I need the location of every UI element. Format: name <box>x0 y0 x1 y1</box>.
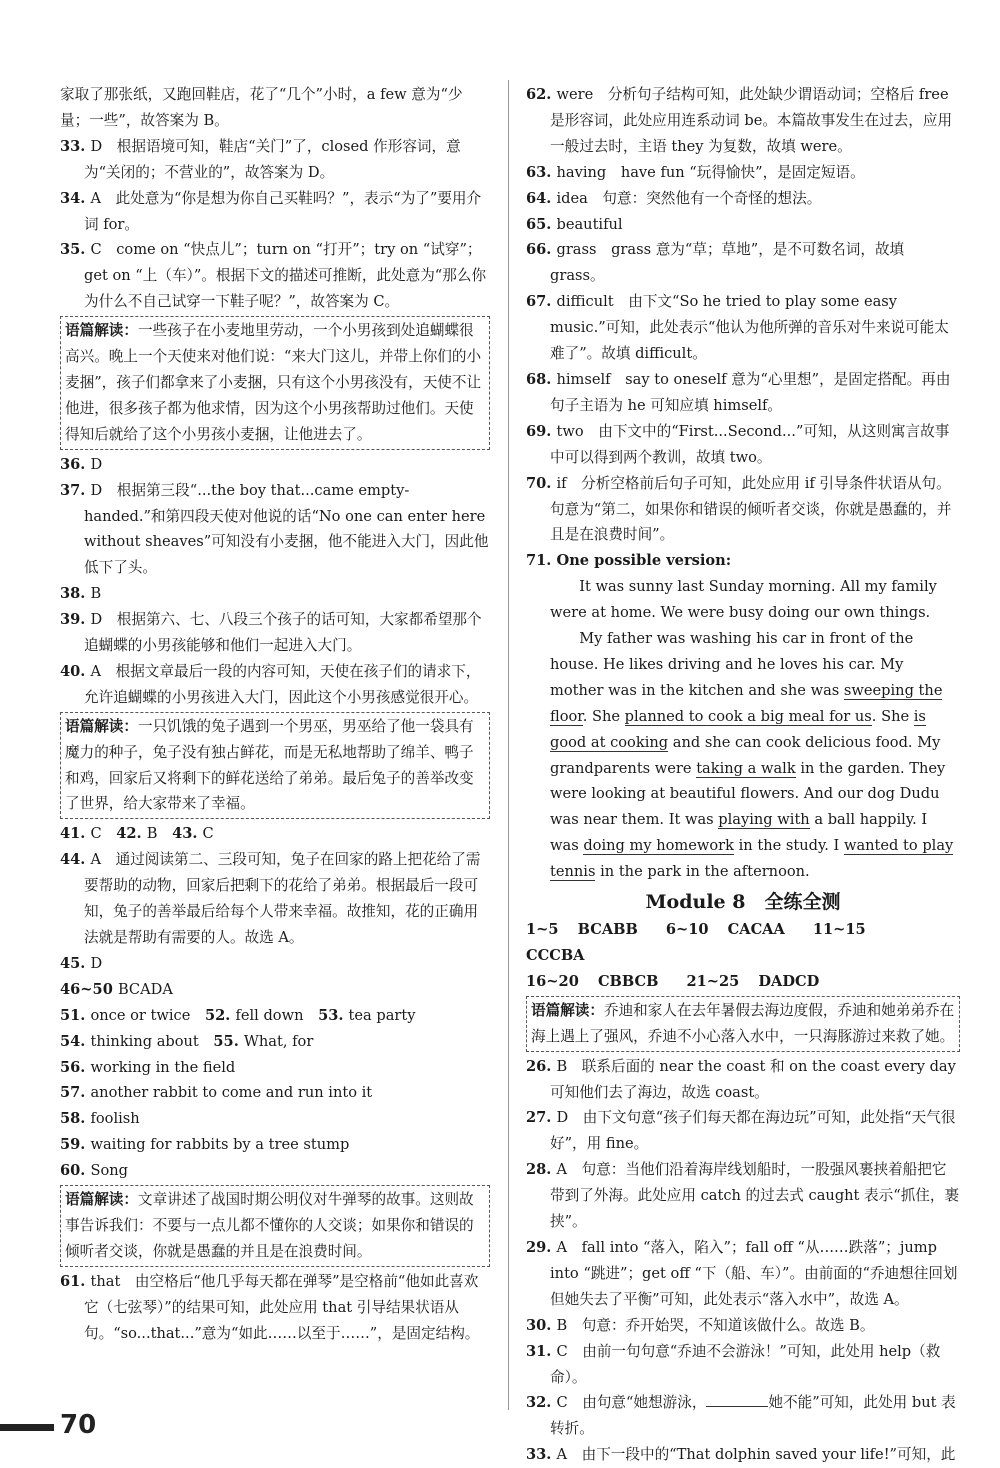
right-column <box>526 82 960 1468</box>
essay-paragraph-2 <box>550 626 960 885</box>
item-text: that 由空格后“他几乎每天都在弹琴”是空格前“他如此喜欢它（七弦琴）”的结果可知，此处应用 that 引导结果状语从句。“so...that...”意为“如此……以至于……”，是固定结构。 <box>84 1272 480 1342</box>
item-text: D 根据第六、七、八段三个孩子的话可知，大家都希望那个追蝴蝶的小男孩能够和他们一起进入大门。 <box>84 611 482 655</box>
underlined-phrase: sweeping the floor <box>550 681 943 725</box>
item-number: 43. <box>172 825 203 843</box>
item-text: C 由前一句句意“乔迪不会游泳！”可知，此处用 help（救命）。 <box>550 1342 941 1386</box>
answer-item <box>526 1313 960 1339</box>
underlined-phrase: taking a walk <box>696 759 796 777</box>
box-text: 一只饥饿的兔子遇到一个男巫，男巫给了他一袋具有魔力的种子，兔子没有独占鲜花，而是无私地帮助了绵羊、鸭子和鸡，回家后又将剩下的鲜花送给了弟弟。最后兔子的善举改变了世界，给大家带来了幸福。 <box>65 717 474 813</box>
essay-text: . She <box>582 707 625 725</box>
item-text: having have fun “玩得愉快”，是固定短语。 <box>556 163 865 181</box>
answer-item <box>60 1029 490 1055</box>
answer-item <box>526 289 960 367</box>
item-number: 29. <box>526 1238 557 1256</box>
item-text: beautiful <box>556 215 623 233</box>
item-text: were 分析句子结构可知，此处缺少谓语动词；空格后 free 是形容词，此处应用连系动词 be。本篇故事发生在过去，应用一般过去时，主语 they 为复数，故填 were。 <box>550 86 953 155</box>
answer-item <box>60 1269 490 1347</box>
item-text: two 由下文中的“First...Second...”可知，从这则寓言故事中可以得到两个教训，故填 two。 <box>550 422 950 466</box>
essay-text: and she can cook delicious food. My grandparents were <box>550 733 941 777</box>
item-text: B 句意：乔开始哭，不知道该做什么。故选 B。 <box>556 1316 875 1334</box>
item-number: 38. <box>60 585 91 603</box>
answer-item <box>526 237 960 289</box>
answer-item <box>526 186 960 212</box>
answer-item <box>60 659 490 711</box>
item-number: 44. <box>60 851 91 869</box>
item-number: 32. <box>526 1394 557 1412</box>
answer-range: 6~10 <box>665 921 714 939</box>
item-number: 53. <box>318 1006 349 1024</box>
item-text: A fall into “落入，陷入”；fall off “从……跌落”；jump into “跳进”；get off “下（船、车）”。由前面的“乔迪想往回划但她失去了平衡”可知，此处表示“落入水中”，故选 A。 <box>550 1238 958 1308</box>
item-number: 34. <box>60 189 91 207</box>
answer-item <box>526 367 960 419</box>
essay-paragraph-1: It was sunny last Sunday morning. All my family were at home. We were busy doing our own things. <box>550 578 937 622</box>
item-text: thinking about <box>90 1032 214 1050</box>
item-text: tea party <box>348 1006 416 1024</box>
passage-analysis-box <box>526 996 960 1052</box>
answer-item <box>60 478 490 582</box>
item-number: 37. <box>60 481 91 499</box>
item-number: 26. <box>526 1057 557 1075</box>
essay-title: One possible version: <box>556 552 732 570</box>
box-text: 一些孩子在小麦地里劳动，一个小男孩到处追蝴蝶很高兴。晚上一个天使来对他们说：“来大门这儿，并带上你们的小麦捆”，孩子们都拿来了小麦捆，只有这个小男孩没有，天使不让他进，很多孩子都为他求情，因为这个小男孩帮助过他们。天使得知后就给了这个小男孩小麦捆，让他进去了。 <box>65 322 482 443</box>
item-number: 60. <box>60 1162 91 1180</box>
item-number: 31. <box>526 1342 557 1360</box>
answer-key-row <box>526 969 960 995</box>
item-number: 58. <box>60 1110 91 1128</box>
item-text: C <box>202 825 214 843</box>
box-label: 语篇解读： <box>65 322 138 340</box>
item-text: foolish <box>90 1110 140 1128</box>
answer-item <box>60 237 490 315</box>
answer-letters: CBBCB <box>597 972 659 990</box>
box-label: 语篇解读： <box>531 1001 604 1019</box>
answer-item <box>526 1105 960 1157</box>
answer-item <box>60 134 490 186</box>
item-number: 63. <box>526 163 557 181</box>
item-text: once or twice <box>90 1006 205 1024</box>
item-number: 71. <box>526 552 557 570</box>
underlined-phrase: doing my homework <box>583 837 734 855</box>
underlined-phrase: planned to cook a big meal for us <box>624 707 872 725</box>
answer-range: 21~25 <box>686 972 745 990</box>
answer-item <box>60 821 490 847</box>
item-number: 69. <box>526 422 557 440</box>
answer-item <box>526 471 960 549</box>
answer-item <box>60 607 490 659</box>
answer-letters: CACAA <box>727 921 785 939</box>
column-divider <box>508 80 509 1410</box>
item-text: another rabbit to come and run into it <box>90 1084 373 1102</box>
item-text: BCADA <box>117 980 173 998</box>
passage-analysis-box <box>60 1185 490 1267</box>
page-number-bar <box>0 1424 54 1431</box>
item-text: himself say to oneself 意为“心里想”，是固定搭配。再由句子主语为 he 可知应填 himself。 <box>550 370 951 414</box>
answer-item <box>60 1158 490 1184</box>
blank-line <box>706 1392 768 1407</box>
essay-text: in the garden. They were looking at beautiful flowers. And our dog Dudu was near them. It was <box>550 759 946 829</box>
answer-item <box>526 82 960 160</box>
module-title: Module 8 全练全测 <box>645 891 841 914</box>
item-text: D 根据语境可知，鞋店“关门”了，closed 作形容词，意为“关闭的；不营业的”，故答案为 D。 <box>84 137 461 181</box>
left-column <box>60 82 490 1347</box>
item-text: 她不能”可知，此处用 but 表转折。 <box>550 1394 956 1438</box>
answer-group <box>666 921 799 938</box>
answer-item <box>526 160 960 186</box>
answer-letters: BCABB <box>577 921 638 939</box>
answer-item <box>60 1080 490 1106</box>
item-number: 33. <box>60 137 91 155</box>
item-number: 46~50 <box>60 980 118 998</box>
essay-text: My father was washing his car in front of the house. He likes driving and he loves his car. My mother was in the kitchen and she was <box>550 630 914 699</box>
item-text: D <box>90 455 103 473</box>
item-text: D <box>90 954 103 972</box>
item-text: A 句意：当他们沿着海岸线划船时，一股强风裹挟着船把它带到了外海。此处应用 catch 的过去式 caught 表示“抓住，裹挟”。 <box>550 1161 960 1231</box>
answer-item <box>60 1132 490 1158</box>
answer-item <box>60 186 490 238</box>
item-number: 56. <box>60 1058 91 1076</box>
item-number: 33. <box>526 1446 557 1464</box>
item-text: working in the field <box>90 1058 236 1076</box>
item-text: B 联系后面的 near the coast 和 on the coast every day 可知他们去了海边，故选 coast。 <box>550 1057 956 1101</box>
answer-range: 1~5 <box>526 921 564 939</box>
item-number: 39. <box>60 611 91 629</box>
passage-analysis-box <box>60 712 490 820</box>
item-text: D 由下文句意“孩子们每天都在海边玩”可知，此处指“天气很好”，用 fine。 <box>550 1109 956 1153</box>
box-label: 语篇解读： <box>65 1191 138 1209</box>
answer-letters: DADCD <box>758 972 820 990</box>
answer-item <box>60 847 490 951</box>
essay-heading <box>526 548 960 574</box>
item-text: 家取了那张纸，又跑回鞋店，花了“几个”小时，a few 意为“少量；一些”，故答案为 B。 <box>60 86 463 129</box>
answer-item <box>526 1054 960 1106</box>
item-text: idea 句意：突然他有一个奇怪的想法。 <box>556 189 822 207</box>
answer-item <box>526 1390 960 1442</box>
answer-range: 16~20 <box>526 972 584 990</box>
item-number: 66. <box>526 241 557 259</box>
item-number: 45. <box>60 954 91 972</box>
answer-item <box>60 951 490 977</box>
item-text: D 根据第三段“...the boy that...came empty-handed.”和第四段天使对他说的话“No one can enter here without sheaves”可知没有小麦捆，他不能进入大门，因此他低下了头。 <box>84 481 489 577</box>
item-text: A 此处意为“你是想为你自己买鞋吗？”，表示“为了”要用介词 for。 <box>84 189 482 233</box>
item-number: 42. <box>116 825 147 843</box>
item-text: C 由句意“她想游泳， <box>556 1394 707 1412</box>
essay-text: in the study. I <box>733 837 844 855</box>
item-text: C <box>90 825 117 843</box>
answer-group <box>526 973 672 990</box>
item-number: 54. <box>60 1032 91 1050</box>
essay-text: . She <box>871 707 914 725</box>
item-number: 65. <box>526 215 557 233</box>
answer-group <box>526 921 652 938</box>
underlined-phrase: is good at cooking <box>550 707 926 751</box>
underlined-phrase: wanted to play tennis <box>550 837 954 881</box>
item-text: waiting for rabbits by a tree stump <box>90 1136 350 1154</box>
essay-text: a ball happily. I was <box>550 811 928 855</box>
box-label: 语篇解读： <box>65 717 138 735</box>
item-number: 41. <box>60 825 91 843</box>
item-number: 67. <box>526 293 557 311</box>
answer-item <box>526 1442 960 1468</box>
answer-letters: CCCBA <box>526 947 585 964</box>
answer-item <box>60 1003 490 1029</box>
answer-range: 11~15 <box>812 921 866 939</box>
item-text: fell down <box>235 1006 319 1024</box>
answer-item <box>60 1055 490 1081</box>
item-number: 51. <box>60 1006 91 1024</box>
item-text: Song <box>90 1162 129 1180</box>
item-text: grass grass 意为“草；草地”，是不可数名词，故填 grass。 <box>550 241 905 285</box>
item-text: B <box>146 825 173 843</box>
item-number: 40. <box>60 662 91 680</box>
item-text: difficult 由下文“So he tried to play some easy music.”可知，此处表示“他认为他所弹的音乐对牛来说可能太难了”。故填 difficult。 <box>550 293 949 363</box>
answer-key-row <box>526 917 960 969</box>
item-number: 68. <box>526 370 557 388</box>
answer-item <box>60 581 490 607</box>
answer-item <box>60 1106 490 1132</box>
item-number: 57. <box>60 1084 91 1102</box>
underlined-phrase: playing with <box>718 811 810 829</box>
item-number: 59. <box>60 1136 91 1154</box>
answer-item <box>60 977 490 1003</box>
item-number: 52. <box>204 1006 236 1024</box>
item-number: 30. <box>526 1316 557 1334</box>
item-number: 27. <box>526 1109 557 1127</box>
essay-body <box>526 574 960 885</box>
answer-item <box>526 1157 960 1235</box>
answer-item <box>526 1235 960 1313</box>
item-text: A 根据文章最后一段的内容可知，天使在孩子们的请求下，允许追蝴蝶的小男孩进入大门，因此这个小男孩感觉很开心。 <box>84 662 481 706</box>
item-number: 64. <box>526 189 557 207</box>
item-text: B <box>90 585 102 603</box>
item-number: 62. <box>526 86 557 103</box>
page-number: 70 <box>60 1410 97 1440</box>
item-number: 36. <box>60 455 91 473</box>
item-text: C come on “快点儿”；turn on “打开”；try on “试穿”；get on “上（车）”。根据下文的描述可推断，此处意为“那么你为什么不自己试穿一下鞋子呢？”，故答案为 C。 <box>84 241 487 311</box>
item-number: 70. <box>526 474 557 492</box>
answer-item <box>526 419 960 471</box>
item-number: 61. <box>60 1272 91 1290</box>
item-number: 35. <box>60 241 91 259</box>
item-number: 28. <box>526 1161 557 1179</box>
answer-item <box>60 452 490 478</box>
item-text: What, for <box>243 1032 314 1050</box>
item-text: A 由下一段中的“That dolphin saved your life!”可知，此 <box>556 1446 956 1464</box>
answer-item <box>526 212 960 238</box>
answer-group <box>686 973 833 990</box>
box-text: 乔迪和家人在去年暑假去海边度假，乔迪和她弟弟乔在海上遇上了强风，乔迪不小心落入水中，一只海豚游过来救了她。 <box>531 1001 955 1045</box>
box-text: 文章讲述了战国时期公明仪对牛弹琴的故事。这则故事告诉我们：不要与一点儿都不懂你的人交谈；如果你和错误的倾听者交谈，你就是愚蠢的并且是在浪费时间。 <box>65 1191 474 1260</box>
item-text: A 通过阅读第二、三段可知，兔子在回家的路上把花给了需要帮助的动物，回家后把剩下的花给了弟弟。根据最后一段可知，兔子的善举最后给每个人带来幸福。故推知，花的正确用法就是帮助有需要的人。故选 A。 <box>84 851 481 946</box>
essay-text: in the park in the afternoon. <box>595 863 810 881</box>
item-text: if 分析空格前后句子可知，此处应用 if 引导条件状语从句。句意为“第二，如果你和错误的倾听者交谈，你就是愚蠢的，并且是在浪费时间”。 <box>550 474 952 544</box>
passage-analysis-box <box>60 316 490 450</box>
answer-item <box>526 1339 960 1391</box>
answer-item <box>60 82 490 134</box>
item-number: 55. <box>213 1032 244 1050</box>
